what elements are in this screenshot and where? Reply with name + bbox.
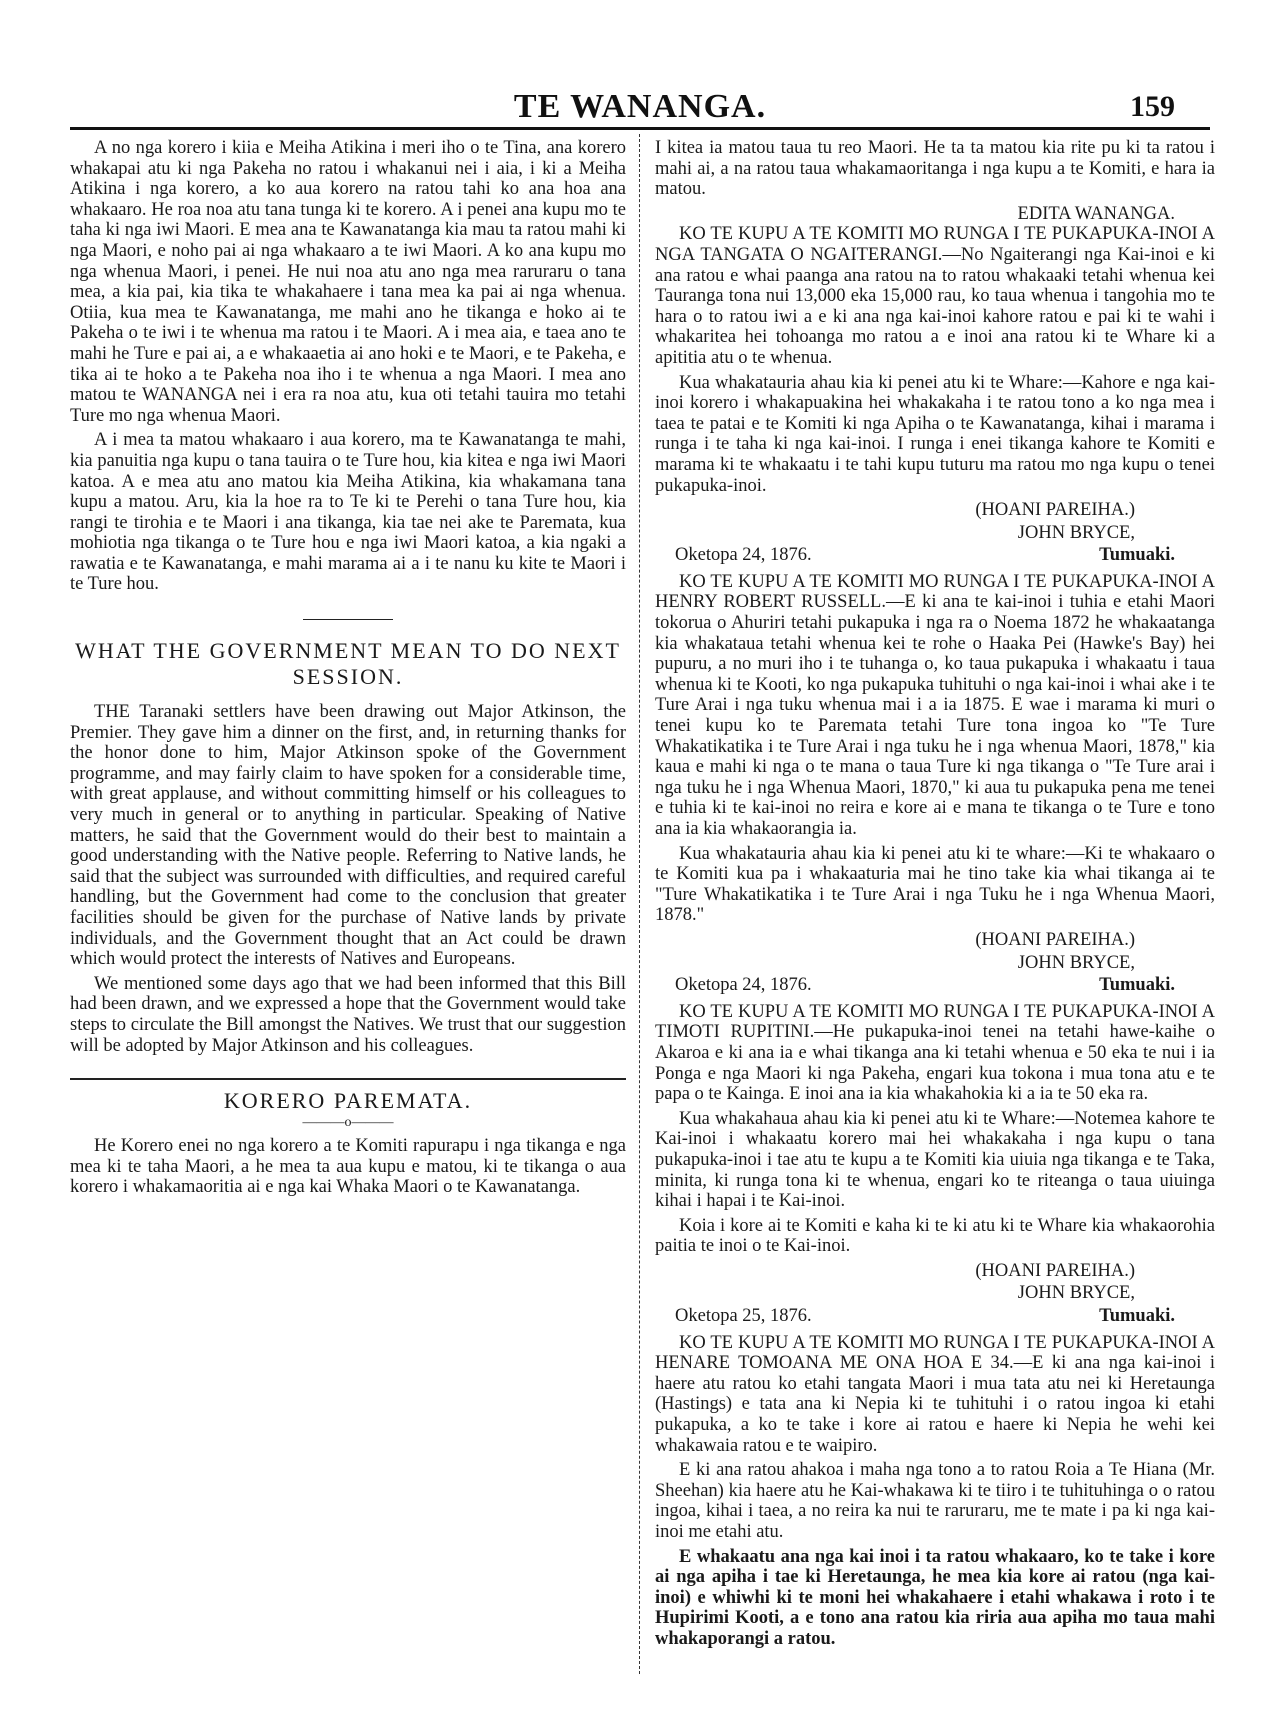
section-3-title: KO TE KUPU A TE KOMITI MO RUNGA I TE PUKAPUKA-INOI A TIMOTI RUPITINI. — [655, 1001, 1215, 1043]
dateline-1 — [655, 545, 1215, 566]
left-para-1: A no nga korero i kiia e Meiha Atikina i meri iho o te Tina, ana korero whakapai atu ki nga Pakeha no ratou i whakanui nei i aia, i ki a Meiha Atikina i nga korero, a ko aua korero na ratou tahi ko ana hoa ana whakaaro. He roa noa atu tana tunga ki te korero. A i penei ana kupu mo te taha ki nga iwi Maori. E mea ana te Kawanatanga kia mau ta ratou mahi ki nga Maori, e noho pai ai nga whakaaro a te iwi Maori. A ko ana kupu mo nga whenua Maori, i penei. He nui noa atu ano nga mea raruraru o tana mea, a kia pai, kia tika te whakahaere i tana mea ka pai ai nga whenua. Otiia, kua mea te Kawanatanga, me mahi ano he tikanga e hoko ai te Pakeha o te iwi i te whenua ma ratou i te Maori. A i mea aia, e taea ano te mahi he Ture e pai ai, a e whakaaetia ai ano hoki e te Maori, e te Pakeha, e tika ai te hoko a te Pakeha noa iho i te whenua a nga Maori. I mea ano matou te WANANGA nei i era ra noa atu, kua oti tetahi tauira mo tetahi Ture mo nga whenua Maori. — [70, 138, 626, 426]
section-heading-government: WHAT THE GOVERNMENT MEAN TO DO NEXT SESSION. — [75, 638, 621, 690]
signature-3-name: (HOANI PAREIHA.) — [975, 1260, 1135, 1281]
section-2-body: —E ki ana te kai-inoi i tuhia e etahi Maori tokorua o Ahuriri tetahi pukapuka i nga ra o Noema 1872 he whakaatanga kia whakataua tetahi whenua kei te rohe o Haaka Pei (Hawke's Bay) hei pupuru, a no muri iho i te tuhanga o, ko taua pukapuka i whakaatu i taua whenua ki te Kooti, ko nga pukapuka tuhituhi o nga kai-inoi i whai ake i te Ture Arai i nga tuku whenua mai i a ia 1875. E wae i marama ki muri o tenei kupu ko te Paremata tetahi Ture tona ingoa ko "Te Ture Whakatikatika i te Ture Arai i nga tuku he i nga whenua Maori, 1878," kia kaua e mahi ki nga o te mana o taua Ture ki nga tikanga o "Te Ture arai i nga tuku he i nga Whenua Maori, 1870," ki aua tu pukapuka pena me tenei e tuhia ki te kai-inoi no reira e kore ai e mana te tikanga o te Ture e tono ana ia kia whakaorangia ia. — [655, 592, 1215, 839]
signature-1-role: Tumuaki. — [1099, 545, 1175, 566]
newspaper-title: TE WANANGA. — [513, 88, 767, 125]
signature-1-name: (HOANI PAREIHA.) — [975, 500, 1135, 521]
right-column — [655, 138, 1215, 1654]
section-1-title: KO TE KUPU A TE KOMITI MO RUNGA I TE PUKAPUKA-INOI A NGA TANGATA O NGAITERANGI. — [655, 224, 1215, 265]
signature-2-title: JOHN BRYCE, — [1017, 952, 1135, 973]
left-para-5: He Korero enei no nga korero a te Komiti rapurapu i nga tikanga e nga mea ki te taha Maori, a he mea ta aua kupu e matou, ki te tikanga o aua korero i whakamaoritia ai e nga kai Whaka Maori o te Kawanatanga. — [70, 1136, 626, 1198]
signature-3-title: JOHN BRYCE, — [1017, 1283, 1135, 1304]
short-rule — [303, 619, 393, 620]
section-4-title: KO TE KUPU A TE KOMITI MO RUNGA I TE PUKAPUKA-INOI A HENARE TOMOANA ME ONA HOA E 34. — [655, 1332, 1215, 1374]
page-number: 159 — [1130, 90, 1175, 123]
signature-3-role: Tumuaki. — [1099, 1306, 1175, 1327]
left-para-4: We mentioned some days ago that we had been informed that this Bill had been drawn, and we expressed a hope that the Government would take steps to circulate the Bill amongst the Natives. We trust that our suggestion will be adopted by Major Atkinson and his colleagues. — [70, 973, 626, 1056]
signature-2-name: (HOANI PAREIHA.) — [975, 929, 1135, 950]
left-para-2: A i mea ta matou whakaaro i aua korero, ma te Kawanatanga te mahi, kia panuitia nga kupu o tana tauira o te Ture hou, kia kitea e nga iwi Maori katoa. A e mea atu ano matou kia Meiha Atikina, kia whakamana tana kupu a matou. Aru, kia la hoe ra to Te ki te Perehi o tana Ture hou, kia rangi te tirohia e te Maori i ana tikanga, kia tae nei ake te Paremata, kua mohiotia nga tikanga o te Ture hou e nga iwi Maori katoa, a kia ngaki a rawatia e te Kawanatanga, e mahi marama ai a i te nanu ku kite te Maori i te Ture hou. — [70, 430, 626, 595]
right-para-1: I kitea ia matou taua tu reo Maori. He ta ta matou kia rite pu ki ta ratou i mahi ai, a na ratou taua whakamaoritanga i nga kupu a te Komiti, e hara ia matou. — [655, 138, 1215, 200]
signature-1-title: JOHN BRYCE, — [1017, 522, 1135, 543]
section-2 — [655, 572, 1215, 840]
heading-separator: ———o——— — [302, 1115, 394, 1131]
left-para-3: THE Taranaki settlers have been drawing out Major Atkinson, the Premier. They gave him a dinner on the first, and, in returning thanks for the honor done to him, Major Atkinson spoke of the Government programme, and may fairly claim to have spoken for a considerable time, with great applause, and without committing himself or his colleagues to very much in general or to anything in particular. Speaking of Native matters, he said that the Government would do their best to maintain a good understanding with the Native people. Referring to Native lands, he said that the subject was surrounded with difficulties, and required careful handling, but the Government had come to the conclusion that greater facilities should be given for the purchase of Native lands by private individuals, and the Government thought that an Act could be drawn which would protect the interests of Natives and Europeans. — [70, 702, 626, 970]
section-2-para-2: Kua whakatauria ahau kia ki penei atu ki te whare:—Ki te whakaaro o te Komiti kua pa i whakaaturia mai he tino take kia whai tikanga ai te "Ture Whakatikatika i te Ture Arai i nga Tuku he i nga Whenua Maori, 1878." — [655, 843, 1215, 926]
header-rule — [70, 127, 1210, 130]
section-4-para-2: E ki ana ratou ahakoa i maha nga tono a to ratou Roia a Te Hiana (Mr. Sheehan) kia haere atu he Kai-whakawa ki te tiiro i te tuhituhinga o o ratou ingoa, kihai i taea, a no reira ka nui te raruraru, me te mate i pa ki nga kai-inoi me etahi atu. — [655, 1460, 1215, 1542]
section-1-para-2: Kua whakatauria ahau kia ki penei atu ki te Whare:—Kahore e nga kai-inoi korero i whakapuakina hei whakakaha i te ratou tono a ko nga mea i taea te patai e te Komiti ki nga Apiha o te Kawanatanga, kihai i marama i runga i te taha ki nga kai-inoi. I runga i enei tikanga kahore te Komiti e marama ki te whakaatu i te tahi kupu tuturu ma ratou mo nga kupu o tenei pukapuka-inoi. — [655, 372, 1215, 496]
left-column — [70, 138, 626, 1202]
editor-signature: EDITA WANANGA. — [1017, 203, 1175, 224]
section-rule — [70, 1078, 626, 1080]
date-1: Oketopa 24, 1876. — [675, 545, 812, 566]
section-3 — [655, 1002, 1215, 1105]
section-4-body: —E ki ana nga kai-inoi i haere atu ratou ko etahi tangata Maori i mua tata atu nei ki Heretaunga (Hastings) e tata ana ki Nepia ki te tuhituhi i o ratou ingoa ki etahi pukapuka, a ko te take i kore ai ratou e haere ki Nepia he wehi kei whakawaia ratou e te waipiro. — [655, 1353, 1215, 1456]
section-3-para-2: Kua whakahaua ahau kia ki penei atu ki te Whare:—Notemea kahore te Kai-inoi i whakaatu korero mai hei whakakaha i nga kupu o tana pukapuka-inoi i tae atu te kupu a te Komiti kia uiuia nga tikanga e te Taka, minita, ki runga tona ki te whenua, engari ko te riteanga o taua uiuinga kihai i hapai i te Kai-inoi. — [655, 1108, 1215, 1212]
section-4 — [655, 1333, 1215, 1457]
section-heading-korero: KORERO PAREMATA. — [223, 1088, 473, 1114]
signature-2-role: Tumuaki. — [1099, 975, 1175, 996]
section-1 — [655, 224, 1215, 368]
section-3-para-3: Koia i kore ai te Komiti e kaha ki te ki atu ki te Whare kia whakaorohia paitia te inoi o te Kai-inoi. — [655, 1215, 1215, 1257]
section-4-para-3: E whakaatu ana nga kai inoi i ta ratou whakaaro, ko te take i kore ai nga apiha i tae ki Heretaunga, he mea kia kore ai ratou (nga kai-inoi) e whiwhi ki te moni hei whakahaere i etahi whakawa i roto i te Hupirimi Kooti, a e tono ana ratou kia riria aua apiha mo taua mahi whakaporangi a ratou. — [655, 1546, 1215, 1649]
dateline-2 — [655, 975, 1215, 996]
dateline-3 — [655, 1306, 1215, 1327]
section-2-title: KO TE KUPU A TE KOMITI MO RUNGA I TE PUKAPUKA-INOI A HENRY ROBERT RUSSELL. — [655, 571, 1215, 613]
section-1-body: —No Ngaiterangi nga Kai-inoi e ki ana ratou e whai paanga ana ratou na to ratou whakaaki tetahi whenua kei Tauranga tona nui 13,000 eka 15,000 rau, ko taua whenua i tangohia mo te hara o to ratou iwi a e ki ana nga kai-inoi kahore ratou e pai ki te wahi i whakaritea hei tohoanga mo ratou a e inoi ana ratou ki te Whare ki a apititia atu o te whenua. — [655, 244, 1215, 368]
date-3: Oketopa 25, 1876. — [675, 1306, 812, 1327]
page-header — [0, 0, 1280, 130]
column-divider — [639, 134, 640, 1674]
date-2: Oketopa 24, 1876. — [675, 975, 812, 996]
section-3-body: —He pukapuka-inoi tenei na tetahi hawe-kaihe o Akaroa e ki ana ia e whai tikanga ana ki tetahi whenua e 50 eka te nui i ia Ponga e nga Maori ki nga Pakeha, engari kua tokona i mua tona atu e te papa o te Kainga. E inoi ana ia kia whakahokia ki a ia te 50 eka ra. — [655, 1022, 1215, 1105]
